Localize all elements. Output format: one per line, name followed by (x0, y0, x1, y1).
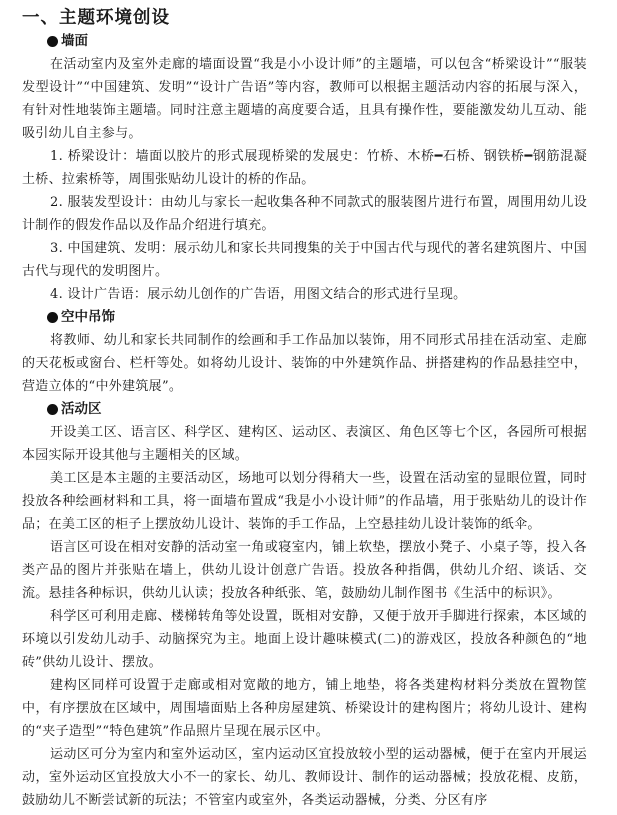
paragraph: 开设美工区、语言区、科学区、建构区、运动区、表演区、角色区等七个区，各园所可根据本园实际开设其他与主题相关的区域。 (22, 425, 587, 463)
paragraph: 在活动室内及室外走廊的墙面设置“我是小小设计师”的主题墙，可以包含“桥梁设计”“服装发型设计”“中国建筑、发明”“设计广告语”等内容，教师可以根据主题活动内容的拓展与深入，有针对性地装饰主题墙。同时注意主题墙的高度要合适，且具有操作性，要能激发幼儿互动、能吸引幼儿自主参与。 (22, 57, 587, 141)
section-title: 一、主题环境创设 (22, 8, 170, 28)
bullet-icon (47, 312, 58, 323)
paragraph: 1. 桥梁设计：墙面以胶片的形式展现桥梁的发展史：竹桥、木桥━石桥、钢铁桥━钢筋混凝土桥、拉索桥等，周围张贴幼儿设计的桥的作品。 (22, 149, 587, 187)
paragraph: 语言区可设在相对安静的活动室一角或寝室内，铺上软垫，摆放小凳子、小桌子等，投入各类产品的图片并张贴在墙上，供幼儿设计创意广告语。投放各种指偶，供幼儿介绍、谈话、交流。悬挂各种标识，供幼儿认读；投放各种纸张、笔，鼓励幼儿制作图书《生活中的标识》。 (22, 540, 587, 601)
paragraph: 将教师、幼儿和家长共同制作的绘画和手工作品加以装饰，用不同形式吊挂在活动室、走廊的天花板或窗台、栏杆等处。如将幼儿设计、装饰的中外建筑作品、拼搭建构的作品悬挂空中，营造立体的“中外建筑展”。 (22, 333, 587, 394)
bullet-icon (47, 36, 58, 47)
subheading-hanging-decor (22, 306, 587, 329)
subheading-activity-areas (22, 398, 587, 421)
bullet-icon (47, 404, 58, 415)
paragraph: 美工区是本主题的主要活动区，场地可以划分得稍大一些，设置在活动室的显眼位置，同时投放各种绘画材料和工具，将一面墙布置成“我是小小设计师”的作品墙，用于张贴幼儿的设计作品；在美工区的柜子上摆放幼儿设计、装饰的手工作品，上空悬挂幼儿设计装饰的纸伞。 (22, 471, 587, 532)
subheading-wall (22, 30, 587, 53)
paragraph: 建构区同样可设置于走廊或相对宽敞的地方，铺上地垫，将各类建构材料分类放在置物筐中，有序摆放在区域中，周围墙面贴上各种房屋建筑、桥梁设计的建构图片；将幼儿设计、建构的“夹子造型”“特色建筑”作品照片呈现在展示区中。 (22, 678, 587, 739)
subheading-label: 活动区 (61, 401, 102, 417)
paragraph: 运动区可分为室内和室外运动区，室内运动区宜投放较小型的运动器械，便于在室内开展运动，室外运动区宜投放大小不一的家长、幼儿、教师设计、制作的运动器械；投放花棍、皮筋，鼓励幼儿不断尝试新的玩法；不管室内或室外，各类运动器械，分类、分区有序 (22, 747, 587, 808)
paragraph: 2. 服装发型设计：由幼儿与家长一起收集各种不同款式的服装图片进行布置，周围用幼儿设计制作的假发作品以及作品介绍进行填充。 (22, 195, 587, 233)
subheading-label: 墙面 (61, 33, 88, 49)
paragraph: 3. 中国建筑、发明：展示幼儿和家长共同搜集的关于中国古代与现代的著名建筑图片、中国古代与现代的发明图片。 (22, 241, 587, 279)
subheading-label: 空中吊饰 (61, 309, 115, 325)
paragraph: 科学区可利用走廊、楼梯转角等处设置，既相对安静，又便于放开手脚进行探索，本区域的环境以引发幼儿动手、动脑探究为主。地面上设计趣味模式(二)的游戏区，投放各种颜色的“地砖”供幼儿设计、摆放。 (22, 609, 587, 670)
paragraph: 4. 设计广告语：展示幼儿创作的广告语，用图文结合的形式进行呈现。 (50, 287, 467, 302)
